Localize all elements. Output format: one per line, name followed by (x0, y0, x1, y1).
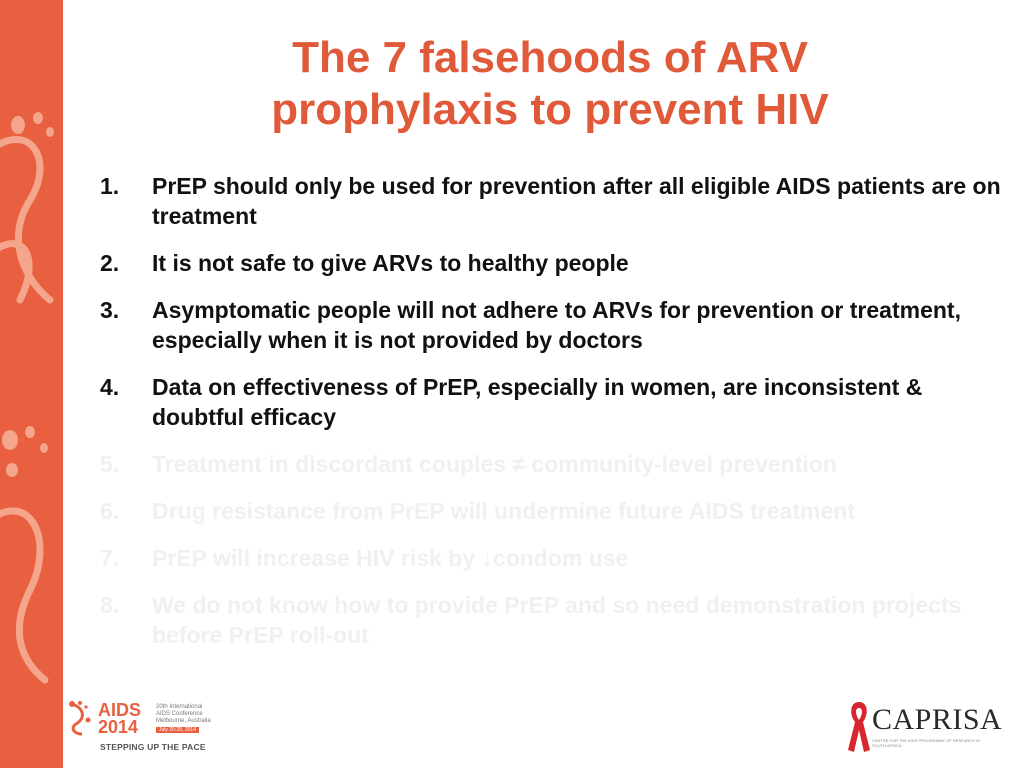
item-number: 3. (100, 297, 120, 323)
falsehood-item-4 (100, 372, 1010, 432)
aids-logo-year: 2014 (98, 717, 139, 737)
aids-conference-dates: July 20-25, 2014 (156, 727, 199, 733)
aids-2014-logo (66, 700, 226, 760)
caprisa-subtitle: CENTRE FOR THE AIDS PROGRAMME OF RESEARCH IN SOUTH AFRICA (872, 738, 981, 748)
title-line-1: The 7 falsehoods of ARV (292, 33, 808, 82)
item-number: 2. (100, 250, 120, 276)
caprisa-logo (846, 700, 1003, 756)
aids-conference-text (156, 704, 222, 725)
aids-conf-line-1: 20th International (156, 704, 203, 710)
item-text: Drug resistance from PrEP will undermine future AIDS treatment (152, 498, 855, 524)
item-text: We do not know how to provide PrEP and so need demonstration projects before PrEP roll-out (152, 592, 962, 648)
item-number: 4. (100, 374, 120, 400)
item-text: PrEP should only be used for prevention after all eligible AIDS patients are on treatment (152, 173, 1001, 229)
item-number: 5. (100, 451, 120, 477)
item-number: 8. (100, 592, 120, 618)
falsehood-item-6 (100, 496, 1010, 526)
falsehood-item-8 (100, 590, 1010, 650)
aids-logo-word: AIDS (98, 700, 142, 720)
red-ribbon-icon (846, 700, 872, 754)
slide-title (150, 32, 950, 136)
aids-logo-tagline: STEPPING UP THE PACE (100, 742, 206, 752)
aids-conf-line-2: AIDS Conference (156, 711, 203, 717)
item-text: Data on effectiveness of PrEP, especially in women, are inconsistent & doubtful efficacy (152, 374, 923, 430)
title-line-2: prophylaxis to prevent HIV (271, 85, 829, 134)
item-text: It is not safe to give ARVs to healthy people (152, 250, 629, 276)
falsehood-item-2 (100, 248, 1010, 278)
falsehood-item-7 (100, 543, 1010, 573)
aids-conf-line-3: Melbourne, Australia (156, 718, 211, 724)
footprints-pattern (0, 0, 63, 768)
falsehood-item-3 (100, 295, 1010, 355)
falsehood-list (100, 171, 1010, 667)
aids-logo-wordmark (98, 702, 141, 736)
item-number: 7. (100, 545, 120, 571)
item-text: Asymptomatic people will not adhere to ARVs for prevention or treatment, especially when it is not provided by doctors (152, 297, 961, 353)
aids-conference-mark-icon (66, 700, 96, 736)
falsehood-item-5 (100, 449, 1010, 479)
item-number: 6. (100, 498, 120, 524)
caprisa-name: CAPRISA (872, 703, 1003, 736)
item-text: PrEP will increase HIV risk by ↓condom use (152, 545, 629, 571)
falsehood-item-1 (100, 171, 1010, 231)
item-number: 1. (100, 173, 120, 199)
left-decorative-band (0, 0, 63, 768)
item-text: Treatment in discordant couples ≠ community-level prevention (152, 451, 837, 477)
